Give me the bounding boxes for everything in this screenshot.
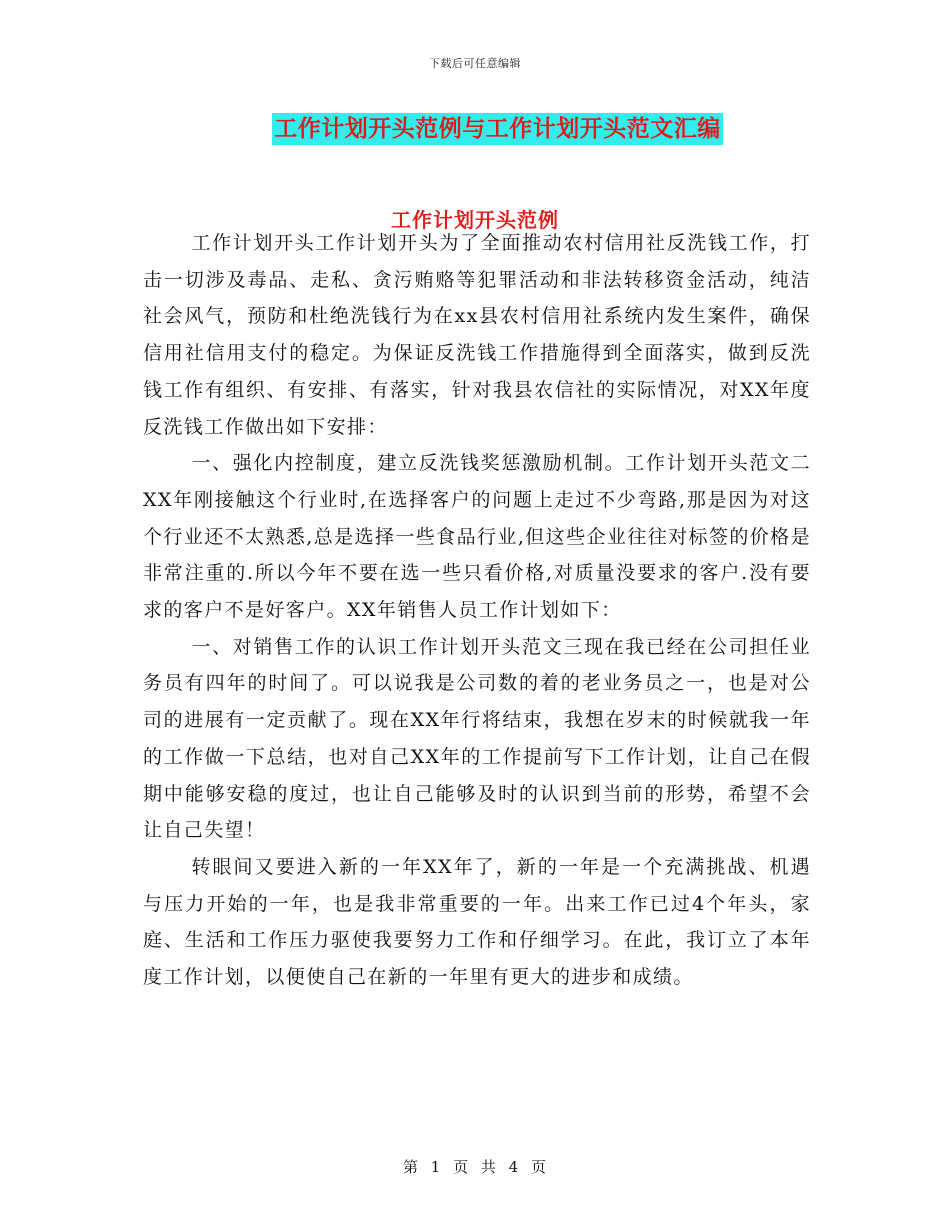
body-paragraph-1: 工作计划开头工作计划开头为了全面推动农村信用社反洗钱工作，打击一切涉及毒品、走私、贪污贿赂等犯罪活动和非法转移资金活动，纯洁社会风气，预防和杜绝洗钱行为在xx县农村信用社系统内发生案件，确保信用社信用支付的稳定。为保证反洗钱工作措施得到全面落实，做到反洗钱工作有组织、有安排、有落实，针对我县农信社的实际情况，对XX年度反洗钱工作做出如下安排：	[143, 232, 811, 438]
section-title: 工作计划开头范例	[391, 208, 559, 232]
body-paragraph-3: 一、对销售工作的认识工作计划开头范文三现在我已经在公司担任业务员有四年的时间了。可以说我是公司数的着的老业务员之一，也是对公司的进展有一定贡献了。现在XX年行将结束，我想在岁末的时候就我一年的工作做一下总结，也对自己XX年的工作提前写下工作计划，让自己在假期中能够安稳的度过，也让自己能够及时的认识到当前的形势，希望不会让自己失望！	[143, 635, 811, 842]
document-title-container	[0, 113, 950, 145]
page-number-footer: 第 1 页 共 4 页	[403, 1158, 547, 1176]
body-paragraph-4: 转眼间又要进入新的一年XX年了，新的一年是一个充满挑战、机遇与压力开始的一年，也是我非常重要的一年。出来工作已过4个年头，家庭、生活和工作压力驱使我要努力工作和仔细学习。在此，我订立了本年度工作计划，以便使自己在新的一年里有更大的进步和成绩。	[143, 855, 811, 989]
document-body	[143, 225, 811, 996]
body-paragraph-2: 一、强化内控制度，建立反洗钱奖惩激励机制。工作计划开头范文二XX年刚接触这个行业时,在选择客户的问题上走过不少弯路,那是因为对这个行业还不太熟悉,总是选择一些食品行业,但这些企业往往对标签的价格是非常注重的.所以今年不要在选一些只看价格,对质量没要求的客户.没有要求的客户不是好客户。XX年销售人员工作计划如下：	[143, 452, 811, 622]
page-header-note: 下载后可任意编辑	[429, 57, 521, 70]
document-title: 工作计划开头范例与工作计划开头范文汇编	[272, 113, 723, 145]
